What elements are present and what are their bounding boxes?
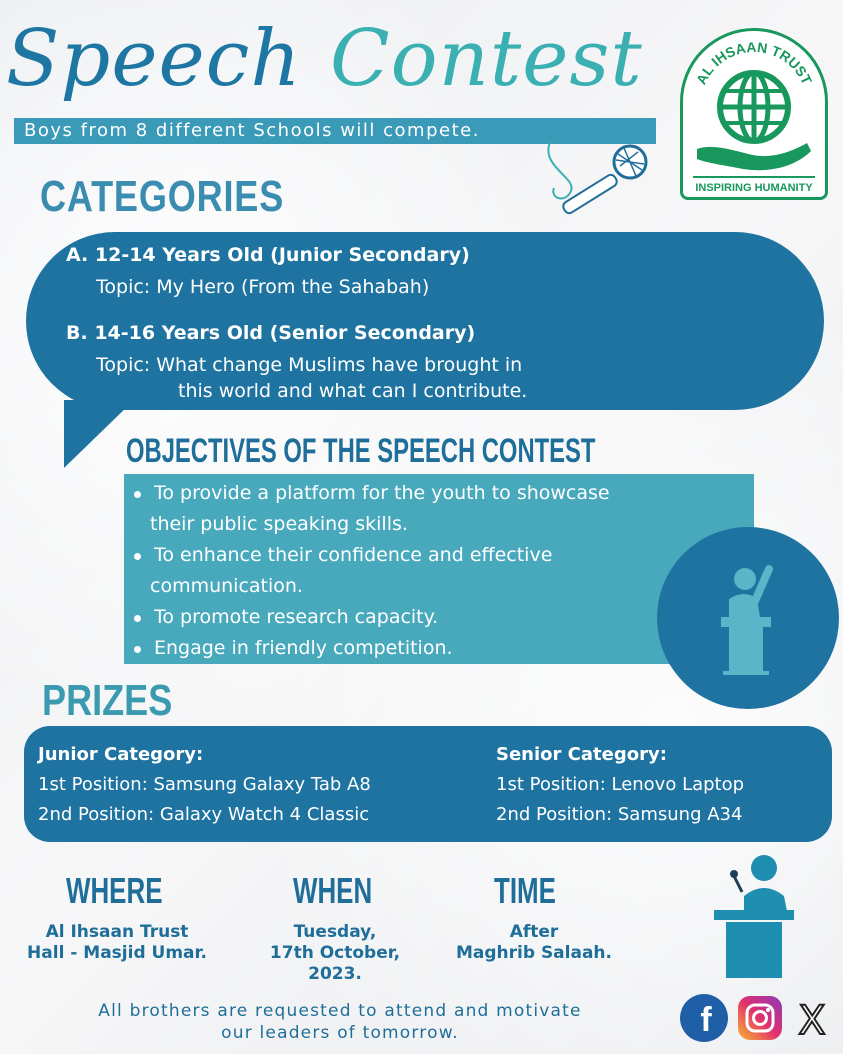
globe-hand-icon — [683, 31, 825, 197]
footer-message — [40, 1000, 640, 1044]
when-line2: 17th October, — [269, 943, 401, 963]
junior-prizes — [38, 740, 371, 830]
where-details — [6, 922, 228, 964]
prizes-heading: PRIZES — [42, 676, 173, 725]
time-line2: Maghrib Salaah. — [455, 943, 612, 963]
podium-speaker-icon — [708, 852, 802, 982]
facebook-glyph: f — [700, 1001, 712, 1039]
senior-second-prize: 2nd Position: Samsung A34 — [496, 804, 743, 825]
al-ihsaan-trust-logo — [680, 28, 828, 200]
instagram-icon[interactable] — [736, 994, 784, 1042]
objective-item: To promote research capacity. — [128, 602, 610, 633]
speaker-circle — [657, 527, 839, 709]
objective-text: their public speaking skills. — [150, 513, 408, 535]
junior-second-prize: 2nd Position: Galaxy Watch 4 Classic — [38, 804, 370, 825]
category-b-topic-line1: Topic: What change Muslims have brought in — [96, 354, 523, 376]
junior-first-prize: 1st Position: Samsung Galaxy Tab A8 — [38, 774, 371, 795]
when-heading: WHEN — [293, 870, 373, 911]
objective-item: To provide a platform for the youth to showcase — [128, 478, 610, 509]
category-a-topic: Topic: My Hero (From the Sahabah) — [96, 276, 430, 298]
speaker-raising-hand-icon — [657, 527, 839, 709]
x-twitter-icon[interactable] — [790, 994, 834, 1042]
senior-prizes — [496, 740, 744, 830]
title-speech: Speech — [6, 14, 302, 104]
microphone-icon — [540, 138, 660, 220]
objective-item-continued — [128, 571, 610, 602]
objective-item-continued — [128, 509, 610, 540]
footer-line2: our leaders of tomorrow. — [221, 1023, 459, 1043]
footer-line1: All brothers are requested to attend and motivate — [98, 1001, 582, 1021]
where-line1: Al Ihsaan Trust — [45, 922, 189, 942]
objectives-heading: OBJECTIVES OF THE SPEECH CONTEST — [126, 432, 596, 470]
objective-item: Engage in friendly competition. — [128, 633, 610, 664]
time-line1: After — [509, 922, 559, 942]
where-line2: Hall - Masjid Umar. — [27, 943, 207, 963]
category-a-title: A. 12-14 Years Old (Junior Secondary) — [66, 244, 470, 266]
category-b-topic-line2: this world and what can I contribute. — [178, 380, 528, 402]
time-details — [436, 922, 632, 964]
facebook-icon[interactable] — [680, 994, 728, 1042]
logo-top-text: AL IHSAAN TRUST — [692, 38, 816, 87]
when-line3: 2023. — [308, 964, 362, 984]
logo-bottom-text: INSPIRING HUMANITY — [695, 182, 813, 194]
category-b-title: B. 14-16 Years Old (Senior Secondary) — [66, 322, 476, 344]
categories-heading: CATEGORIES — [40, 172, 285, 221]
title-contest: Contest — [330, 14, 643, 104]
when-line1: Tuesday, — [293, 922, 377, 942]
x-glyph: X — [798, 998, 826, 1042]
senior-category-heading: Senior Category: — [496, 744, 667, 765]
tagline-banner: Boys from 8 different Schools will compete. — [14, 118, 656, 144]
time-heading: TIME — [494, 870, 556, 911]
when-details — [250, 922, 420, 985]
where-heading: WHERE — [66, 870, 163, 911]
objectives-list — [128, 478, 610, 664]
senior-first-prize: 1st Position: Lenovo Laptop — [496, 774, 745, 795]
bubble-tail — [64, 400, 134, 468]
objective-item: To enhance their confidence and effective — [128, 540, 610, 571]
junior-category-heading: Junior Category: — [38, 744, 204, 765]
objective-text: communication. — [150, 575, 303, 597]
